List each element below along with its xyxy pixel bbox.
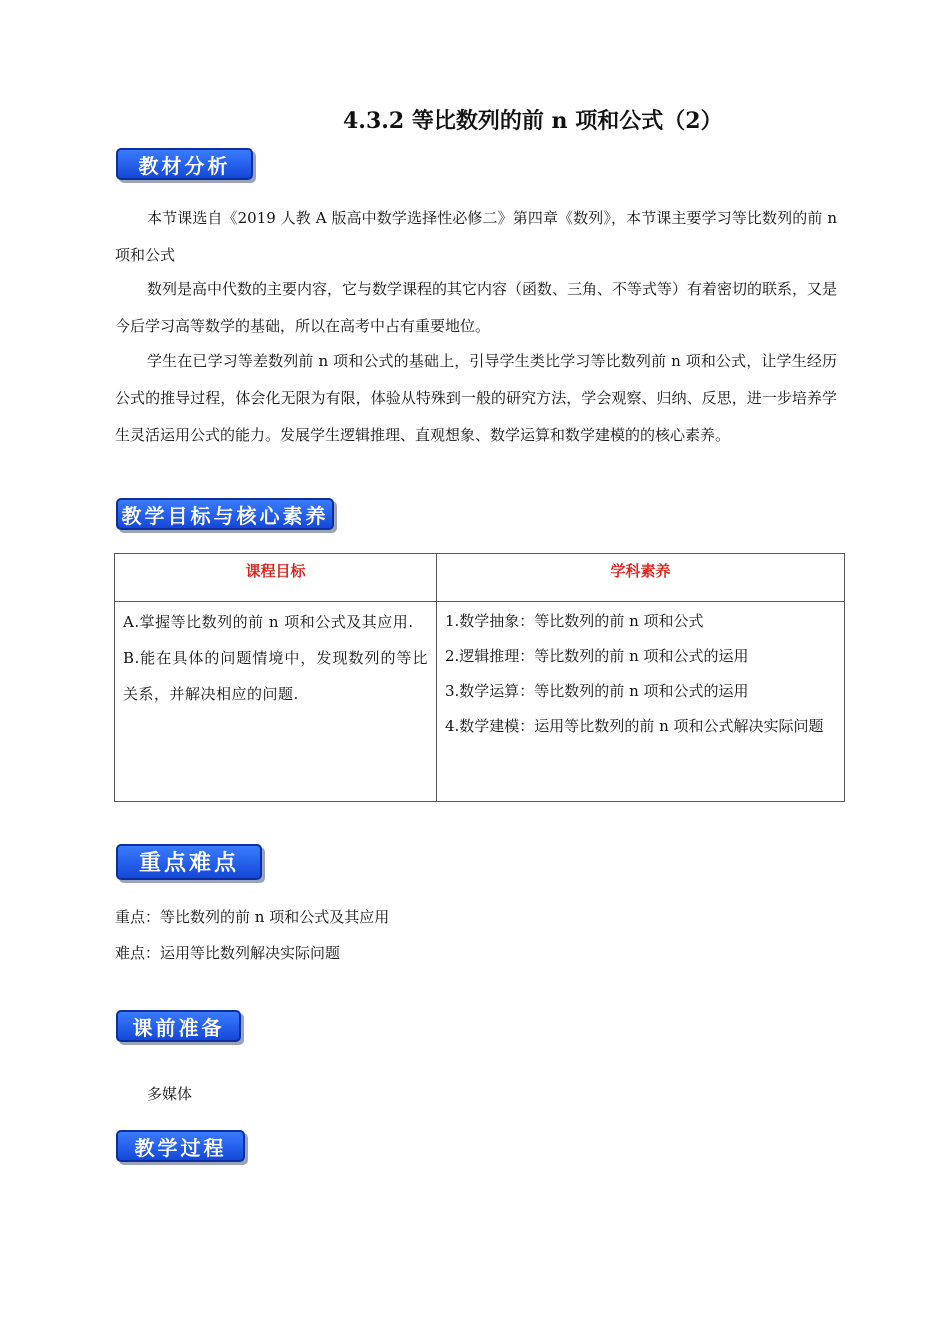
table-row [115,602,845,802]
header-subject-literacy: 学科素养 [437,554,845,602]
section-heading-analysis: 教材分析 [116,148,253,180]
course-goals-cell [115,602,437,802]
analysis-paragraph-2: 数列是高中代数的主要内容，它与数学课程的其它内容（函数、三角、不等式等）有着密切的联系，又是今后学习高等数学的基础，所以在高考中占有重要地位。 [115,280,838,335]
goals-table [114,553,845,802]
course-goal-b: B.能在具体的问题情境中，发现数列的等比关系，并解决相应的问题. [123,649,428,703]
course-goal-a: A.掌握等比数列的前 n 项和公式及其应用. [123,613,414,631]
section-heading-keypoints: 重点难点 [116,844,262,880]
page-title: 4.3.2 等比数列的前 n 项和公式（2） [343,108,723,134]
prep-text: 多媒体 [147,1085,193,1103]
subject-literacy-cell [437,602,845,802]
key-point: 重点：等比数列的前 n 项和公式及其应用 [115,908,390,926]
literacy-item-1: 1.数学抽象：等比数列的前 n 项和公式 [445,612,704,630]
section-heading-goals: 教学目标与核心素养 [116,498,334,530]
difficult-point: 难点：运用等比数列解决实际问题 [115,944,341,962]
literacy-item-2: 2.逻辑推理：等比数列的前 n 项和公式的运用 [445,647,749,665]
header-course-goals: 课程目标 [115,554,437,602]
table-header-row [115,554,845,602]
analysis-paragraph-1: 本节课选自《2019 人教 A 版高中数学选择性必修二》第四章《数列》，本节课主要学习等比数列的前 n 项和公式 [115,209,837,264]
section-heading-prep: 课前准备 [116,1010,241,1042]
section-heading-process: 教学过程 [116,1130,245,1162]
literacy-item-3: 3.数学运算：等比数列的前 n 项和公式的运用 [445,682,749,700]
literacy-item-4: 4.数学建模：运用等比数列的前 n 项和公式解决实际问题 [445,717,824,735]
analysis-paragraph-3: 学生在已学习等差数列前 n 项和公式的基础上，引导学生类比学习等比数列前 n 项和公式，让学生经历公式的推导过程，体会化无限为有限，体验从特殊到一般的研究方法，学会观察、归纳、反思，进一步培养学生灵活运用公式的能力。发展学生逻辑推理、直观想象、数学运算和数学建模的的核心素养。 [115,352,837,444]
